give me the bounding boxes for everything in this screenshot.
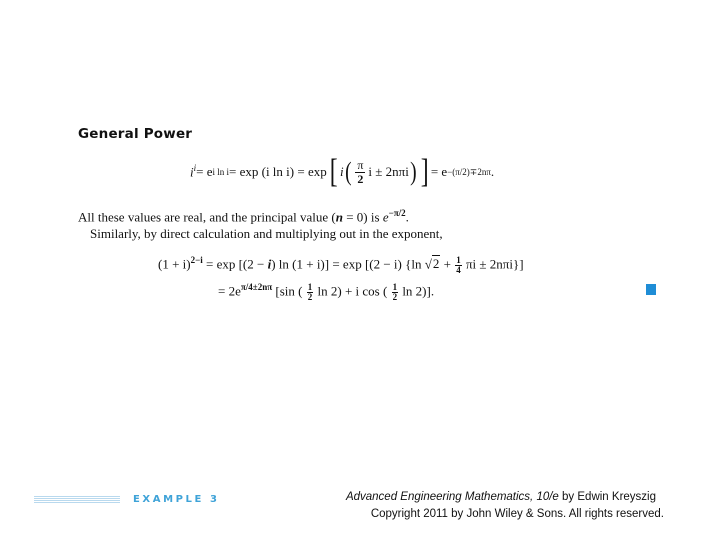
end-of-example-square (646, 284, 656, 295)
paragraph-line-2: Similarly, by direct calculation and multiplying out in the exponent, (90, 226, 443, 241)
credit-line-2: Copyright 2011 by John Wiley & Sons. All rights reserved. (370, 508, 664, 520)
equation-general-power: $i^i$ = e i ln i = exp (i ln i) = exp [ i ( $\frac{\pi}{2}$ i ± 2nπi ) ] = e −(π/2)∓2nπ . (190, 153, 495, 190)
equation-complex-power: $(1 + i)^{2-i} = \exp [(2 - i)$ ln (1 + i)] = exp [(2 − i) {ln √2 + $\frac{1}{4}$ πi ± 2nπi}] (158, 254, 524, 275)
fraction-pi-over-2: $\frac{\pi}{2}$ (357, 157, 364, 186)
fraction-one-quarter: $\frac{1}{4}$ (456, 254, 461, 275)
sqrt-symbol: √ (424, 256, 432, 272)
example-label: EXAMPLE 3 (133, 494, 220, 505)
fraction-one-half-1: $\frac{1}{2}$ (307, 281, 313, 302)
credit-line-1: Advanced Engineering Mathematics, 10/e by Edwin Kreyszig (345, 491, 656, 503)
fraction-one-half-2: $\frac{1}{2}$ (392, 281, 398, 302)
paragraph-line-1: All these values are real, and the principal value (n = 0) is $e^{-\pi/2}$. (78, 208, 409, 225)
equation-result: = $2e^{\pi/4\pm 2n\pi}$ [sin ( $\frac{1}{2}$ ln 2) + i cos ( $\frac{1}{2}$ ln 2)]. (218, 281, 435, 302)
copyright-credit (345, 489, 664, 523)
section-heading: General Power (78, 126, 193, 142)
example-stripe-bar (34, 496, 120, 503)
